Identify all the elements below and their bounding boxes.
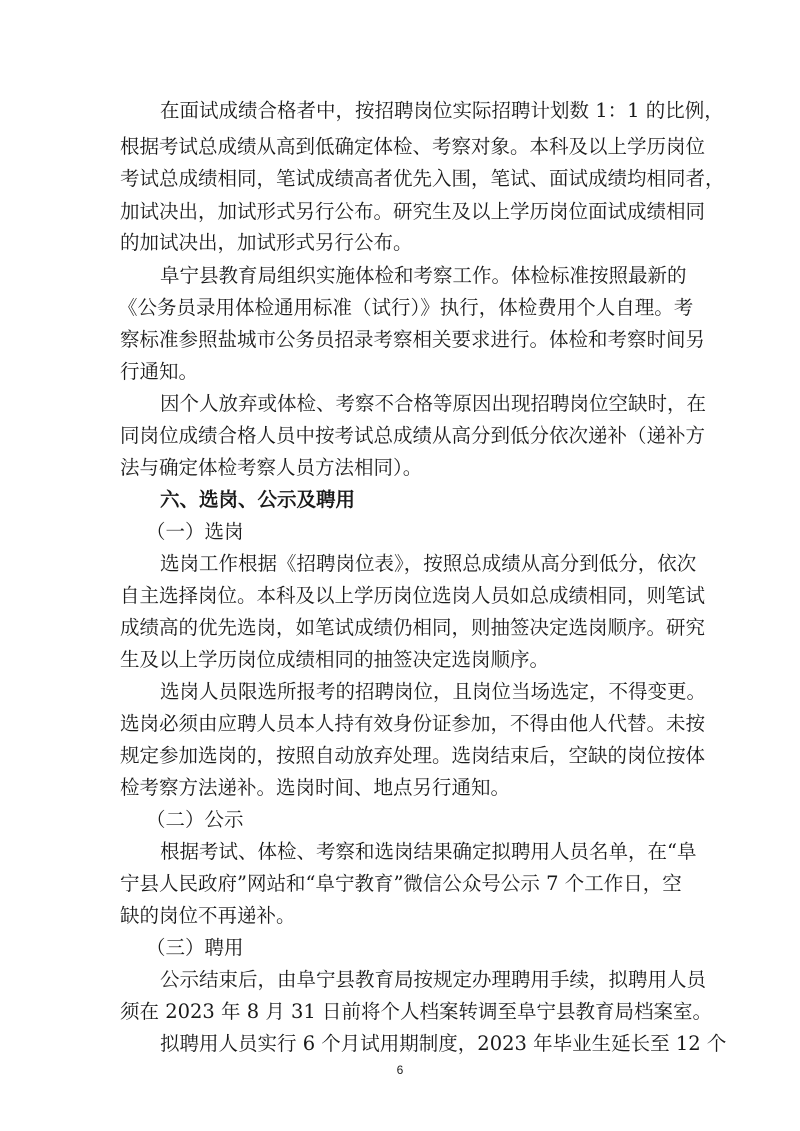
paragraph-line: 的加试决出，加试形式另行公布。 [120,231,413,254]
paragraph-line: 缺的岗位不再递补。 [120,904,296,927]
paragraph-line: 须在 2023 年 8 月 31 日前将个人档案转调至阜宁县教育局档案室。 [120,1000,713,1023]
paragraph-line: 规定参加选岗的，按照自动放弃处理。选岗结束后，空缺的岗位按体 [120,744,706,767]
paragraph-line: 根据考试总成绩从高到低确定体检、考察对象。本科及以上学历岗位 [120,135,706,158]
paragraph-line: 察标准参照盐城市公务员招录考察相关要求进行。体检和考察时间另 [120,328,706,351]
paragraph-line: 公示结束后，由阜宁县教育局按规定办理聘用手续，拟聘用人员 [160,968,707,991]
paragraph-line: 检考察方法递补。选岗时间、地点另行通知。 [120,776,511,799]
paragraph-line: 生及以上学历岗位成绩相同的抽签决定选岗顺序。 [120,648,550,671]
paragraph-line: 自主选择岗位。本科及以上学历岗位选岗人员如总成绩相同，则笔试 [120,584,706,607]
paragraph-line: 法与确定体检考察人员方法相同）。 [120,456,423,479]
paragraph-line: 阜宁县教育局组织实施体检和考察工作。体检标准按照最新的 [160,264,687,287]
paragraph-line: 《公务员录用体检通用标准（试行）》执行，体检费用个人自理。考 [118,296,694,319]
page-number: 6 [396,1063,404,1077]
subsection-heading: （二）公示 [146,808,244,831]
paragraph-line: 成绩高的优先选岗，如笔试成绩仍相同，则抽签决定选岗顺序。研究 [120,616,706,639]
paragraph-line: 根据考试、体检、考察和选岗结果确定拟聘用人员名单，在“阜 [160,840,697,863]
paragraph-line: 拟聘用人员实行 6 个月试用期制度，2023 年毕业生延长至 12 个 [160,1032,727,1055]
paragraph-line: 同岗位成绩合格人员中按考试总成绩从高分到低分依次递补（递补方 [120,424,706,447]
subsection-heading: （三）聘用 [146,936,244,959]
paragraph-line: 宁县人民政府”网站和“阜宁教育”微信公众号公示 7 个工作日，空 [120,872,682,895]
paragraph-line: 在面试成绩合格者中，按招聘岗位实际招聘计划数 1：1 的比例， [160,99,724,122]
paragraph-line: 选岗必须由应聘人员本人持有效身份证参加，不得由他人代替。未按 [120,712,706,735]
paragraph-line: 行通知。 [120,360,199,383]
paragraph-line: 选岗工作根据《招聘岗位表》，按照总成绩从高分到低分，依次 [160,552,697,575]
paragraph-line: 因个人放弃或体检、考察不合格等原因出现招聘岗位空缺时，在 [160,392,707,415]
paragraph-line: 考试总成绩相同，笔试成绩高者优先入围，笔试、面试成绩均相同者， [120,167,725,190]
paragraph-line: 加试决出，加试形式另行公布。研究生及以上学历岗位面试成绩相同 [120,200,706,223]
paragraph-line: 选岗人员限选所报考的招聘岗位，且岗位当场选定，不得变更。 [160,680,707,703]
subsection-heading: （一）选岗 [146,520,244,543]
section-heading: 六、选岗、公示及聘用 [160,488,356,511]
